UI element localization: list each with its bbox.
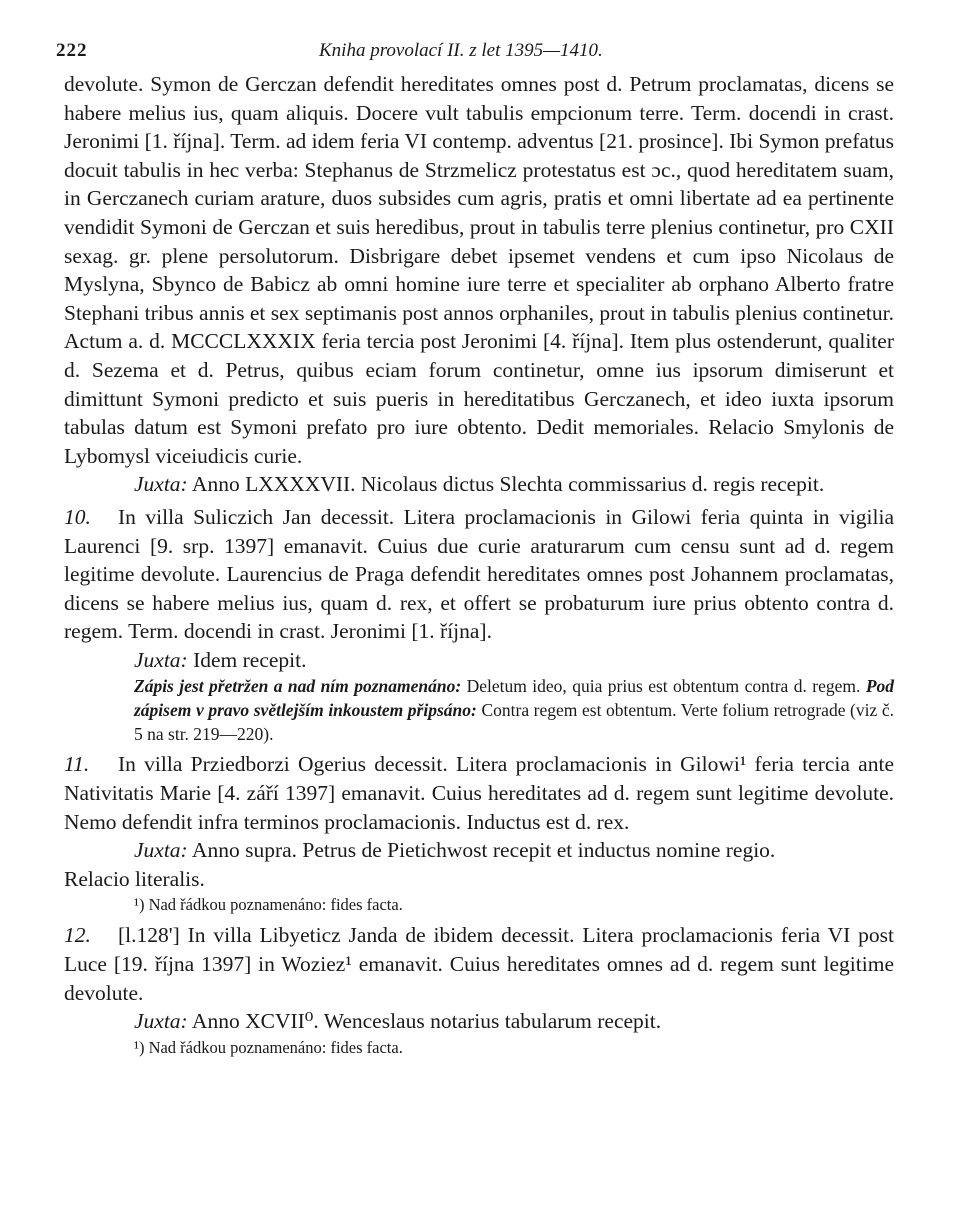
relacio: Relacio literalis. [64, 866, 205, 891]
entry-number: 11. [64, 752, 90, 777]
running-title: Kniha provolací II. z let 1395—1410. [319, 40, 603, 61]
entry-number: 10. [64, 504, 91, 529]
juxta-label: Juxta: [134, 647, 188, 672]
note-label: Zápis jest přetržen a nad ním poznamenáno: [134, 676, 462, 697]
juxta-note [64, 646, 894, 675]
footnote: ¹) Nad řádkou poznamenáno: fides facta. [134, 1037, 403, 1057]
entry-11 [64, 750, 894, 836]
juxta-label: Juxta: [134, 472, 188, 497]
entry-text: In villa Suliczich Jan decessit. Litera proclamacionis in Gilowi feria quinta in vigilia Laurenci [9. srp. 1397] emanavit. Cuius due curie araturarum cum censu sunt ad d. regem legitime devolute. Laurencius de Praga defendit hereditates omnes post Johannem proclamatas, dicens se habere melius ius, quam d. rex, et offert se probaturum iure prius obtento contra d. regem. Term. docendi in crast. Jeronimi [1. října]. [64, 504, 894, 644]
juxta-text: Idem recepit. [193, 647, 307, 672]
juxta-text: Anno LXXXXVII. Nicolaus dictus Slechta commissarius d. regis recepit. [191, 472, 825, 497]
entry-text: In villa Prziedborzi Ogerius decessit. Litera proclamacionis in Gilowi¹ feria tercia ante Nativitatis Marie [4. září 1397] emanavit. Cuius hereditates ad d. regem sunt legitime devolute. Nemo defendit infra terminos proclamacionis. Inductus est d. rex. [64, 752, 894, 834]
entry-text: [l.128'] In villa Libyeticz Janda de ibidem decessit. Litera proclamacionis feria VI post Luce [19. října 1397] in Woziez¹ emanavit. Cuius hereditates omnes ad d. regem sunt legitime devolute. [64, 923, 894, 1005]
entry-number: 12. [64, 923, 91, 948]
paragraph-continued: devolute. Symon de Gerczan defendit hereditates omnes post d. Petrum proclamatas, dicens se habere melius ius, quam aliquis. Docere vult tabulis empcionum terre. Term. docendi in crast. Jeronimi [1. října]. Term. ad idem feria VI contemp. adventus [21. prosince]. Ibi Symon prefatus docuit tabulis in hec verba: Stephanus de Strzmelicz protestatus est ɔc., quod hereditatem suam, in Gerczanech curiam arature, duos subsides cum agris, pratis et omni libertate ad ea pertinente vendidit Symoni de Gerczan et suis heredibus, prout in tabulis terre plenius continetur, pro CXII sexag. gr. plene persolutorum. Disbrigare debet ipsemet vendens et cum ipso Nicolaus de Myslyna, Sbynco de Babicz ab omni homine iure terre et specialiter ab orphano Alberto fratre Stephani tribus annis et sex septimanis post annos orphaniles, prout in tabulis plenius continetur. Actum a. d. MCCCLXXXIX feria tercia post Jeronimi [4. října]. Item plus ostenderunt, qualiter d. Sezema et d. Petrus, quibus eciam forum continetur, omne ius ipsorum dimiserunt et dimittunt Symoni predicto et suis pueris in hereditatibus Gerczanech, et ideo iuxta ipsorum tabulas datum est Symoni prefato pro iure obtento. Dedit memoriales. Relacio Smylonis de Lybomysl viceiudicis curie. [64, 72, 895, 468]
juxta-note [64, 1007, 894, 1036]
juxta-note [64, 836, 894, 865]
juxta-text: Anno XCVII⁰. Wenceslaus notarius tabularum recepit. [191, 1009, 662, 1034]
editorial-note [64, 674, 894, 746]
juxta-note [64, 470, 894, 499]
juxta-text: Anno supra. Petrus de Pietichwost recepit et inductus nomine regio. [191, 838, 776, 863]
footnote: ¹) Nad řádkou poznamenáno: fides facta. [134, 895, 403, 915]
document-page [56, 30, 895, 1060]
note-text-2: Contra regem est obtentum. Verte folium retrograde (viz č. 5 na str. 219—220). [134, 700, 895, 745]
page-header [56, 30, 894, 70]
juxta-label: Juxta: [134, 1009, 188, 1034]
page-number: 222 [56, 40, 88, 61]
entry-12 [64, 921, 894, 1007]
entry-10 [64, 503, 894, 646]
note-text: Deletum ideo, quia prius est obtentum contra d. regem. [466, 676, 861, 697]
juxta-label: Juxta: [134, 838, 188, 863]
note-label-2: Pod zápisem v pravo světlejším inkoustem připsáno: [134, 676, 895, 721]
